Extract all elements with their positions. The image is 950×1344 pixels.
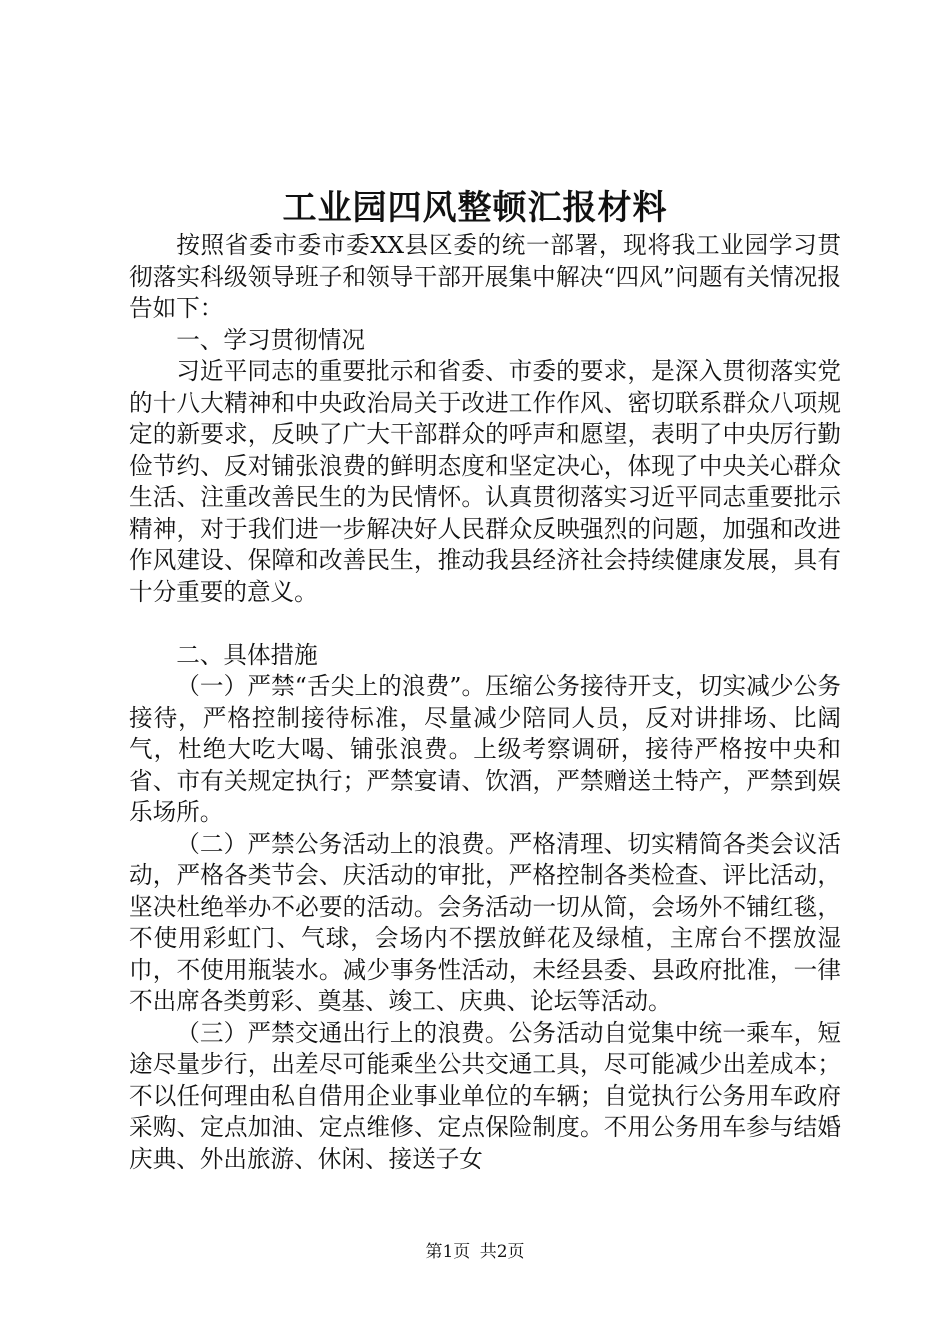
page-title: 工业园四风整顿汇报材料 [282, 188, 668, 228]
measure-item-1: （一）严禁“舌尖上的浪费”。压缩公务接待开支，切实减少公务接待，严格控制接待标准，尽量减少陪同人员，反对讲排场、比阔气，杜绝大吃大喝、铺张浪费。上级考察调研，接待严格按中央和省、市有关规定执行；严禁宴请、饮酒，严禁赠送土特产，严禁到娱乐场所。 [129, 672, 841, 826]
page-total: 共2页 [479, 1242, 525, 1262]
page-footer [0, 1241, 950, 1263]
blank-line [129, 608, 841, 640]
measure-item-2: （二）严禁公务活动上的浪费。严格清理、切实精简各类会议活动，严格各类节会、庆活动的审批，严格控制各类检查、评比活动，坚决杜绝举办不必要的活动。会务活动一切从简，会场外不铺红毯，不使用彩虹门、气球，会场内不摆放鲜花及绿植，主席台不摆放湿巾，不使用瓶装水。减少事务性活动，未经县委、县政府批准，一律不出席各类剪彩、奠基、竣工、庆典、论坛等活动。 [129, 829, 841, 1015]
section-1-paragraph: 习近平同志的重要批示和省委、市委的要求，是深入贯彻落实党的十八大精神和中央政治局关于改进工作作风、密切联系群众八项规定的新要求，反映了广大干部群众的呼声和愿望，表明了中央厉行勤俭节约、反对铺张浪费的鲜明态度和坚定决心，体现了中央关心群众生活、注重改善民生的为民情怀。认真贯彻落实习近平同志重要批示精神，对于我们进一步解决好人民群众反映强烈的问题，加强和改进作风建设、保障和改善民生，推动我县经济社会持续健康发展，具有十分重要的意义。 [129, 357, 841, 606]
section-heading-2: 二、具体措施 [176, 640, 318, 669]
section-heading-1: 一、学习贯彻情况 [176, 325, 365, 354]
measure-item-3: （三）严禁交通出行上的浪费。公务活动自觉集中统一乘车，短途尽量步行，出差尽可能乘坐公共交通工具，尽可能减少出差成本；不以任何理由私自借用企业事业单位的车辆；自觉执行公务用车政府采购、定点加油、定点维修、定点保险制度。不用公务用车参与结婚庆典、外出旅游、休闲、接送子女 [129, 1018, 841, 1173]
intro-paragraph: 按照省委市委市委XX县区委的统一部署，现将我工业园学习贯彻落实科级领导班子和领导干部开展集中解决“四风”问题有关情况报告如下： [129, 231, 841, 322]
page-number: 第1页 [425, 1242, 471, 1262]
document-body [129, 230, 841, 1175]
